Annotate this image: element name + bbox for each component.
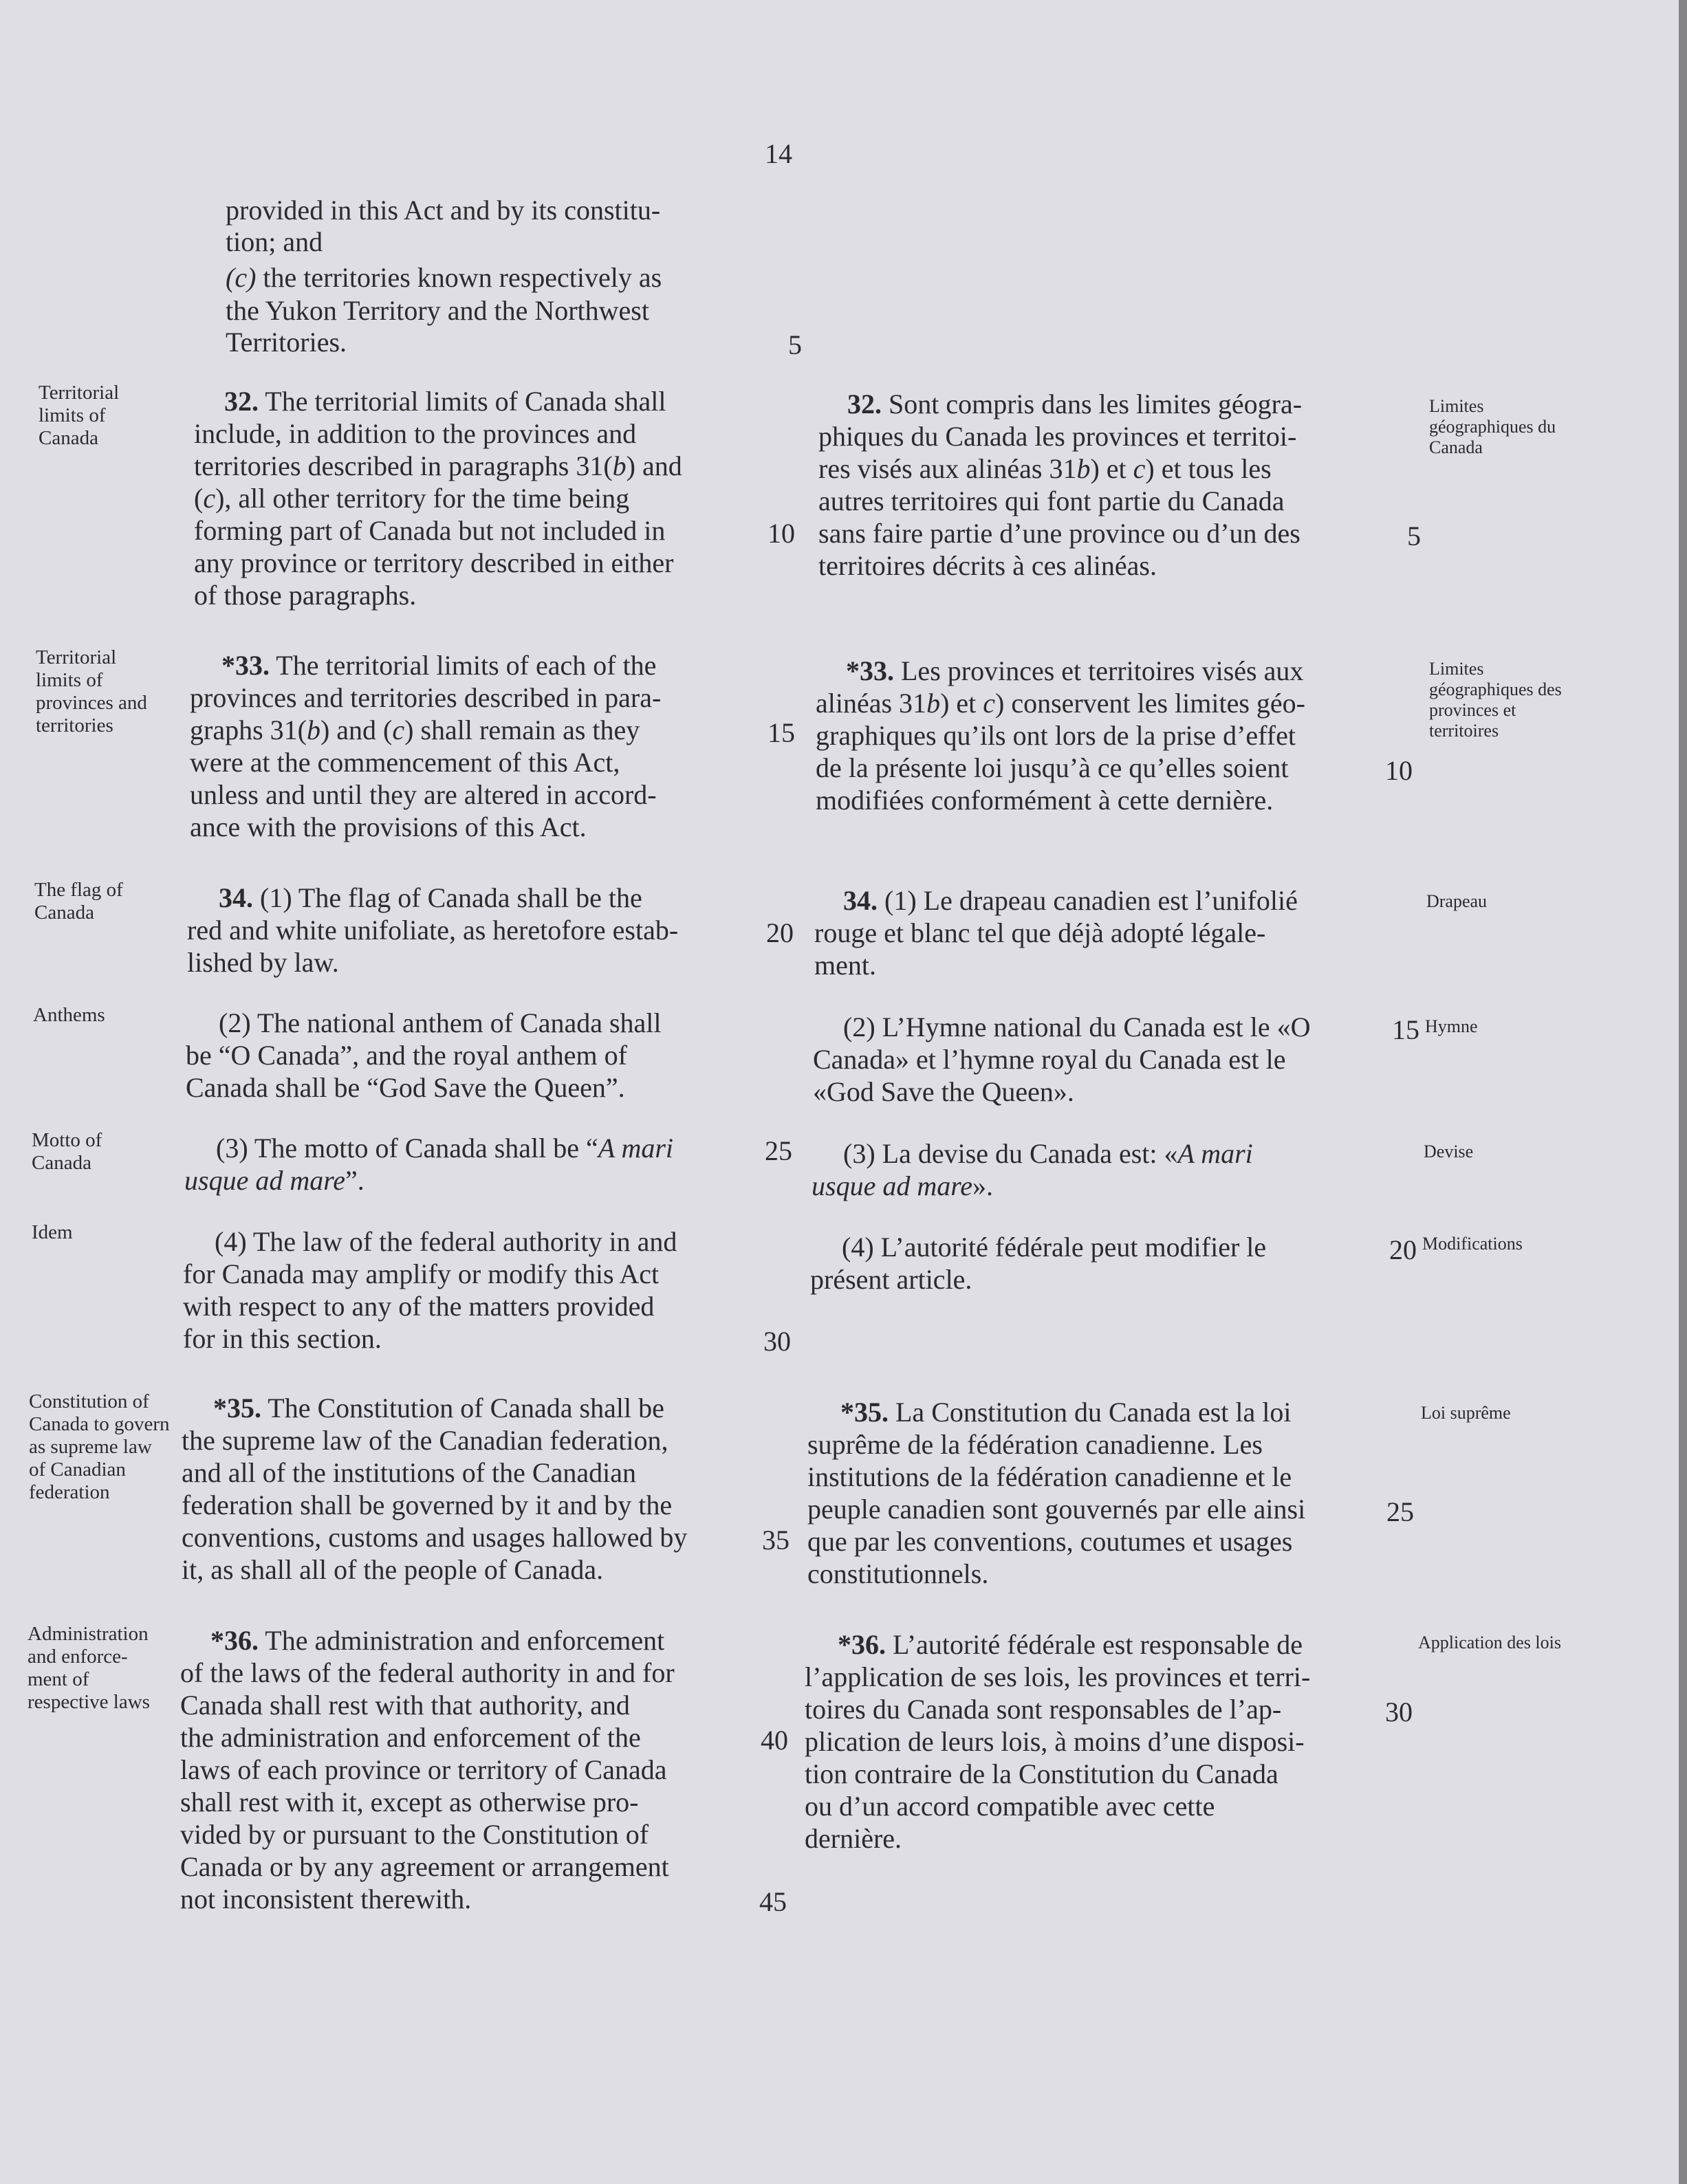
fr-s36-line: l’application de ses lois, les provinces et terri- [805, 1661, 1311, 1692]
en-s35-line: and all of the institutions of the Canadian [182, 1457, 636, 1488]
line-number-fr: 30 [1385, 1696, 1413, 1727]
en-s33-line: were at the commencement of this Act, [190, 747, 620, 778]
fr-s32-line: autres territoires qui font partie du Canada [818, 485, 1285, 516]
fr-s34-1-line: ment. [814, 950, 876, 981]
en-s33-line: *33. The territorial limits of each of the [221, 650, 657, 681]
en-top-line: the Yukon Territory and the Northwest [226, 295, 649, 326]
en-s34-3-line: usque ad mare”. [184, 1165, 364, 1196]
fr-s34-3-line: usque ad mare». [812, 1170, 994, 1201]
fr-s34-2-line: Canada» et l’hymne royal du Canada est le [813, 1044, 1286, 1075]
line-number-fr: 15 [1392, 1014, 1419, 1045]
en-s35-line: federation shall be governed by it and by the [182, 1489, 673, 1520]
fr-s36-line: toires du Canada sont responsables de l’ap- [805, 1694, 1282, 1725]
en-top-line: Territories. [226, 327, 347, 358]
en-s32-line: any province or territory described in either [194, 547, 674, 578]
margin-note-35-fr: Loi suprême [1421, 1403, 1511, 1423]
en-s34-4-line: (4) The law of the federal authority in and [215, 1226, 677, 1257]
en-s32-line: (c), all other territory for the time being [194, 483, 630, 514]
en-s34-1-line: red and white unifoliate, as heretofore estab- [187, 915, 679, 946]
en-s33-line: provinces and territories described in para- [190, 682, 662, 713]
fr-s32-line: 32. Sont compris dans les limites géogra- [847, 389, 1303, 419]
en-s36-line: *36. The administration and enforcement [210, 1625, 665, 1656]
fr-s36-line: dernière. [805, 1823, 902, 1854]
fr-s32-line: res visés aux alinéas 31b) et c) et tous les [818, 453, 1272, 484]
en-s32-line: territories described in paragraphs 31(b) and [194, 450, 682, 481]
fr-s34-1-line: rouge et blanc tel que déjà adopté légale- [814, 917, 1266, 948]
page-number: 14 [765, 138, 792, 169]
fr-s34-1-line: 34. (1) Le drapeau canadien est l’unifolié [843, 885, 1298, 916]
en-s34-1-line: 34. (1) The flag of Canada shall be the [219, 882, 642, 913]
line-number-en: 5 [788, 329, 802, 360]
en-s36-line: not inconsistent therewith. [180, 1883, 472, 1914]
fr-s34-4-line: présent article. [810, 1264, 972, 1295]
margin-note-34-2-fr: Hymne [1425, 1016, 1478, 1036]
fr-s36-line: ou d’un accord compatible avec cette [805, 1791, 1215, 1822]
fr-s33-line: alinéas 31b) et c) conservent les limites géo- [816, 688, 1305, 719]
margin-note-34-4-en: Idem [32, 1221, 73, 1243]
margin-note-36-fr: Application des lois [1418, 1632, 1561, 1652]
margin-note-34-1-en: The flag of Canada [34, 879, 123, 924]
en-s36-line: of the laws of the federal authority in and for [180, 1657, 675, 1688]
margin-note-34-1-fr: Drapeau [1426, 891, 1488, 911]
en-s35-line: conventions, customs and usages hallowed by [182, 1522, 688, 1553]
en-s32-line: 32. The territorial limits of Canada shall [224, 386, 666, 417]
en-s34-3-line: (3) The motto of Canada shall be “A mari [216, 1133, 674, 1164]
en-s36-line: the administration and enforcement of the [180, 1722, 641, 1753]
fr-s34-3-line: (3) La devise du Canada est: «A mari [843, 1138, 1253, 1169]
fr-s36-line: *36. L’autorité fédérale est responsable de [838, 1629, 1303, 1660]
en-s35-line: *35. The Constitution of Canada shall be [213, 1393, 664, 1423]
fr-s35-line: institutions de la fédération canadienne et le [807, 1461, 1292, 1492]
en-s33-line: graphs 31(b) and (c) shall remain as they [190, 714, 640, 745]
en-s34-4-line: for in this section. [183, 1323, 382, 1354]
en-s34-1-line: lished by law. [187, 947, 339, 978]
fr-s33-line: graphiques qu’ils ont lors de la prise d’effet [816, 720, 1296, 751]
fr-s35-line: suprême de la fédération canadienne. Les [807, 1429, 1263, 1460]
fr-s34-4-line: (4) L’autorité fédérale peut modifier le [842, 1232, 1267, 1263]
en-top-line: (c) the territories known respectively as [226, 262, 662, 293]
margin-note-34-3-en: Motto of Canada [32, 1129, 102, 1174]
en-top-line: provided in this Act and by its constitu- [226, 195, 661, 226]
en-s36-line: vided by or pursuant to the Constitution of [180, 1819, 649, 1850]
line-number-en: 25 [765, 1135, 792, 1166]
fr-s35-line: *35. La Constitution du Canada est la loi [840, 1397, 1292, 1428]
en-s35-line: the supreme law of the Canadian federation, [182, 1425, 668, 1456]
en-s34-2-line: Canada shall be “God Save the Queen”. [186, 1072, 625, 1103]
en-s36-line: Canada shall rest with that authority, and [180, 1690, 630, 1721]
margin-note-36-en: Administration and enforce- ment of respective laws [28, 1623, 150, 1713]
line-number-en: 15 [768, 717, 795, 748]
en-s32-line: forming part of Canada but not included in [194, 515, 666, 546]
line-number-en: 40 [761, 1725, 788, 1756]
line-number-fr: 20 [1389, 1234, 1417, 1265]
line-number-en: 45 [759, 1886, 787, 1917]
fr-s35-line: que par les conventions, coutumes et usages [807, 1526, 1293, 1557]
en-s34-2-line: be “O Canada”, and the royal anthem of [186, 1040, 627, 1071]
en-s36-line: laws of each province or territory of Canada [180, 1754, 667, 1785]
fr-s36-line: plication de leurs lois, à moins d’une disposi- [805, 1726, 1305, 1757]
margin-note-32-en: Territorial limits of Canada [39, 382, 120, 449]
margin-note-35-en: Constitution of Canada to govern as supreme law of Canadian federation [29, 1390, 170, 1503]
line-number-en: 35 [762, 1525, 790, 1555]
fr-s36-line: tion contraire de la Constitution du Canada [805, 1758, 1278, 1789]
en-s34-4-line: with respect to any of the matters provided [183, 1291, 655, 1322]
margin-note-34-4-fr: Modifications [1422, 1234, 1523, 1254]
en-s33-line: unless and until they are altered in accord- [190, 779, 657, 810]
line-number-fr: 5 [1407, 521, 1421, 552]
en-s34-4-line: for Canada may amplify or modify this Act [183, 1258, 660, 1289]
page-edge-shadow [1679, 0, 1687, 2184]
margin-note-32-fr: Limites géographiques du Canada [1429, 396, 1556, 457]
en-s32-line: of those paragraphs. [194, 580, 417, 611]
en-s35-line: it, as shall all of the people of Canada. [182, 1554, 604, 1585]
fr-s32-line: phiques du Canada les provinces et territoi- [818, 421, 1297, 452]
fr-s35-line: peuple canadien sont gouvernés par elle ainsi [807, 1494, 1306, 1525]
margin-note-34-2-en: Anthems [33, 1004, 105, 1026]
en-top-line: tion; and [226, 226, 323, 257]
margin-note-33-fr: Limites géographiques des provinces et territoires [1429, 659, 1562, 741]
en-s36-line: Canada or by any agreement or arrangement [180, 1851, 669, 1882]
fr-s34-2-line: «God Save the Queen». [813, 1076, 1074, 1107]
fr-s32-line: sans faire partie d’une province ou d’un des [818, 518, 1300, 549]
line-number-fr: 25 [1386, 1496, 1414, 1527]
fr-s33-line: *33. Les provinces et territoires visés aux [846, 655, 1304, 686]
fr-s34-2-line: (2) L’Hymne national du Canada est le «O [843, 1012, 1311, 1042]
en-s33-line: ance with the provisions of this Act. [190, 811, 587, 842]
line-number-en: 20 [766, 917, 794, 948]
en-s34-2-line: (2) The national anthem of Canada shall [219, 1007, 662, 1038]
line-number-en: 30 [763, 1326, 791, 1357]
margin-note-34-3-fr: Devise [1424, 1142, 1474, 1161]
fr-s33-line: de la présente loi jusqu’à ce qu’elles soient [816, 752, 1289, 783]
fr-s32-line: territoires décrits à ces alinéas. [818, 550, 1157, 581]
en-s36-line: shall rest with it, except as otherwise pro- [180, 1787, 639, 1817]
line-number-en: 10 [768, 518, 795, 549]
fr-s33-line: modifiées conformément à cette dernière. [816, 785, 1274, 816]
fr-s35-line: constitutionnels. [807, 1558, 989, 1589]
margin-note-33-en: Territorial limits of provinces and territories [36, 646, 147, 736]
en-s32-line: include, in addition to the provinces and [194, 418, 637, 449]
line-number-fr: 10 [1385, 755, 1413, 786]
